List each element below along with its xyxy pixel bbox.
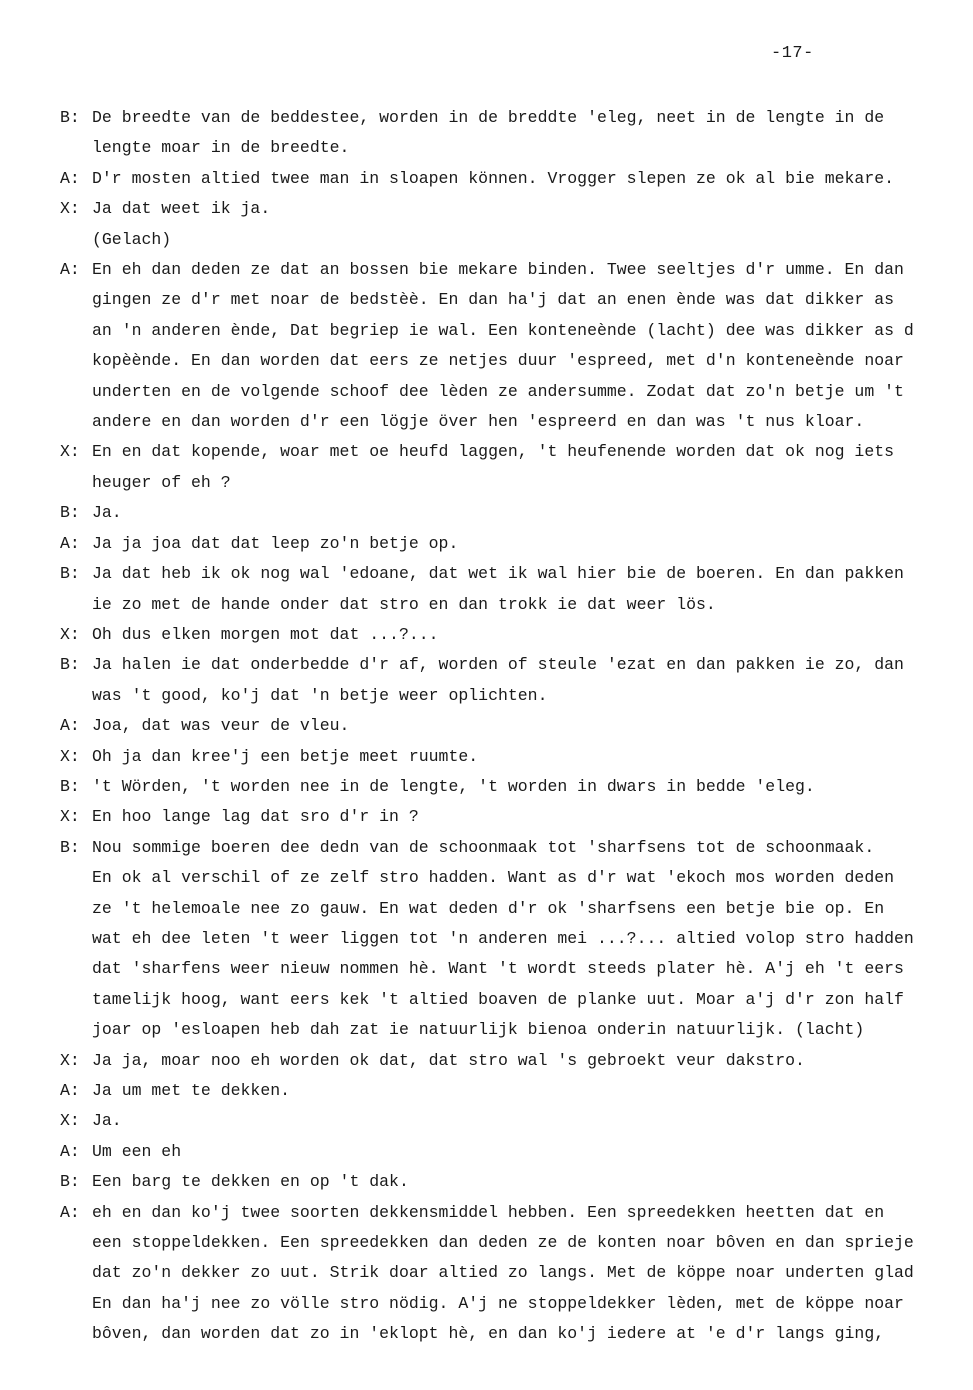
speaker-label: X: [60, 442, 80, 462]
utterance-text [92, 103, 973, 164]
text-line: lengte moar in de breedte. [92, 138, 350, 158]
text-line: Joa, dat was veur de vleu. [92, 716, 350, 736]
text-line: underten en de volgende schoof dee lèden ze andersumme. Zodat dat zo'n betje um 't [92, 381, 904, 401]
text-line: (Gelach) [92, 229, 172, 249]
speaker-label: X: [60, 199, 80, 219]
page-number: -17- [771, 44, 814, 63]
speaker-label: B: [60, 1172, 80, 1192]
dialogue-entry [60, 255, 973, 437]
text-line: En hoo lange lag dat sro d'r in ? [92, 807, 419, 827]
text-line: was 't good, ko'j dat 'n betje weer oplichten. [92, 685, 548, 705]
utterance-text [92, 437, 973, 498]
speaker-label: A: [60, 260, 80, 280]
dialogue-entry [60, 711, 973, 741]
dialogue-entry [60, 742, 973, 772]
utterance-text [92, 529, 973, 559]
text-line: dat zo'n dekker zo uut. Strik doar altied zo langs. Met de köppe noar underten glad [92, 1263, 914, 1283]
utterance-text [92, 255, 973, 437]
utterance-text [92, 559, 973, 620]
dialogue-entry [60, 620, 973, 650]
text-line: Ja dat weet ik ja. [92, 199, 271, 219]
text-line: Ja dat heb ik ok nog wal 'edoane, dat wet ik wal hier bie de boeren. En dan pakken [92, 564, 904, 584]
utterance-text [92, 742, 973, 772]
dialogue-entry [60, 1106, 973, 1136]
dialogue-entry [60, 802, 973, 832]
utterance-text [92, 833, 973, 1046]
dialogue-entry [60, 1076, 973, 1106]
text-line: 't Wörden, 't worden nee in de lengte, 't worden in dwars in bedde 'eleg. [92, 776, 815, 796]
speaker-label: B: [60, 108, 80, 127]
text-line: En dan ha'j nee zo völle stro nödig. A'j ne stoppeldekker lèden, met de köppe noar [92, 1293, 904, 1313]
dialogue-entry [60, 194, 973, 255]
utterance-text [92, 1046, 973, 1076]
dialogue-entry [60, 650, 973, 711]
speaker-label: A: [60, 1081, 80, 1100]
speaker-label: B: [60, 837, 80, 857]
text-line: En eh dan deden ze dat an bossen bie mekare binden. Twee seeltjes d'r umme. En dan [92, 260, 904, 280]
utterance-text [92, 1137, 973, 1167]
text-line: eh en dan ko'j twee soorten dekkensmiddel hebben. Een spreedekken heetten dat en [92, 1202, 885, 1222]
text-line: Ja ja, moar noo eh worden ok dat, dat stro wal 's gebroekt veur dakstro. [92, 1050, 805, 1070]
text-line: Um een eh [92, 1141, 182, 1161]
dialogue-entry [60, 1046, 973, 1076]
speaker-label: X: [60, 1050, 80, 1070]
text-line: Ja halen ie dat onderbedde d'r af, worden of steule 'ezat en dan pakken ie zo, dan [92, 655, 904, 675]
text-line: Oh ja dan kree'j een betje meet ruumte. [92, 746, 479, 766]
text-line: Ja. [92, 503, 122, 523]
speaker-label: B: [60, 776, 80, 796]
text-line: gingen ze d'r met noar de bedstèè. En dan ha'j dat an enen ènde was dat dikker as [92, 290, 895, 310]
speaker-label: B: [60, 503, 80, 523]
text-line: kopèènde. En dan worden dat eers ze netjes duur 'espreed, met d'n konteneènde noar [92, 351, 904, 371]
speaker-label: B: [60, 655, 80, 675]
text-line: Ja um met te dekken. [92, 1081, 291, 1100]
text-line: joar op 'esloapen heb dah zat ie natuurlijk bienoa onderin natuurlijk. (lacht) [92, 1020, 865, 1040]
dialogue-entry [60, 103, 973, 164]
utterance-text [92, 1076, 973, 1106]
utterance-text [92, 498, 973, 528]
utterance-text [92, 772, 973, 802]
dialogue-entry [60, 498, 973, 528]
dialogue-entry [60, 772, 973, 802]
utterance-text [92, 1167, 973, 1197]
text-line: dat 'sharfens weer nieuw nommen hè. Want 't wordt steeds plater hè. A'j eh 't eers [92, 959, 904, 979]
speaker-label: A: [60, 533, 80, 553]
dialogue-entry [60, 833, 973, 1046]
text-line: ze 't helemoale nee zo gauw. En wat deden d'r ok 'sharfsens een betje bie op. En [92, 898, 885, 918]
speaker-label: A: [60, 1202, 80, 1222]
speaker-label: B: [60, 564, 80, 584]
dialogue-entry [60, 164, 973, 194]
utterance-text [92, 1198, 973, 1350]
text-line: Ja ja joa dat dat leep zo'n betje op. [92, 533, 459, 553]
text-line: Nou sommige boeren dee dedn van de schoonmaak tot 'sharfsens tot de schoonmaak. [92, 837, 875, 857]
dialogue-entry [60, 437, 973, 498]
dialogue-entry [60, 1167, 973, 1197]
text-line: ie zo met de hande onder dat stro en dan trokk ie dat weer lös. [92, 594, 716, 614]
text-line: een stoppeldekken. Een spreedekken dan deden ze de konten noar bôven en dan sprieje [92, 1233, 914, 1253]
text-line: andere en dan worden d'r een lögje över hen 'espreerd en dan was 't nus kloar. [92, 412, 865, 432]
text-line: wat eh dee leten 't weer liggen tot 'n anderen mei ...?... altied volop stro hadden [92, 928, 914, 948]
transcript-body [60, 103, 973, 1350]
text-line: bôven, dan worden dat zo in 'eklopt hè, en dan ko'j iedere at 'e d'r langs ging, [92, 1324, 885, 1344]
text-line: En ok al verschil of ze zelf stro hadden. Want as d'r wat 'ekoch mos worden deden [92, 868, 895, 888]
speaker-label: X: [60, 746, 80, 766]
utterance-text [92, 802, 973, 832]
speaker-label: X: [60, 807, 80, 827]
text-line: Een barg te dekken en op 't dak. [92, 1172, 409, 1192]
text-line: D'r mosten altied twee man in sloapen können. Vrogger slepen ze ok al bie mekare. [92, 168, 895, 188]
speaker-label: X: [60, 624, 80, 644]
text-line: tamelijk hoog, want eers kek 't altied boaven de planke uut. Moar a'j d'r zon half [92, 989, 904, 1009]
utterance-text [92, 1106, 973, 1136]
dialogue-entry [60, 559, 973, 620]
text-line: heuger of eh ? [92, 472, 231, 492]
text-line: Ja. [92, 1111, 122, 1131]
utterance-text [92, 164, 973, 194]
dialogue-entry [60, 1198, 973, 1350]
text-line: En en dat kopende, woar met oe heufd laggen, 't heufenende worden dat ok nog iets [92, 442, 895, 462]
utterance-text [92, 620, 973, 650]
utterance-text [92, 650, 973, 711]
dialogue-entry [60, 1137, 973, 1167]
dialogue-entry [60, 529, 973, 559]
text-line: an 'n anderen ènde, Dat begriep ie wal. Een konteneènde (lacht) dee was dikker as d [92, 320, 914, 340]
utterance-text [92, 194, 973, 255]
speaker-label: X: [60, 1111, 80, 1131]
text-line: Oh dus elken morgen mot dat ...?... [92, 624, 439, 644]
utterance-text [92, 711, 973, 741]
text-line: De breedte van de beddestee, worden in de breddte 'eleg, neet in de lengte in de [92, 108, 885, 127]
speaker-label: A: [60, 168, 80, 188]
speaker-label: A: [60, 1141, 80, 1161]
speaker-label: A: [60, 716, 80, 736]
